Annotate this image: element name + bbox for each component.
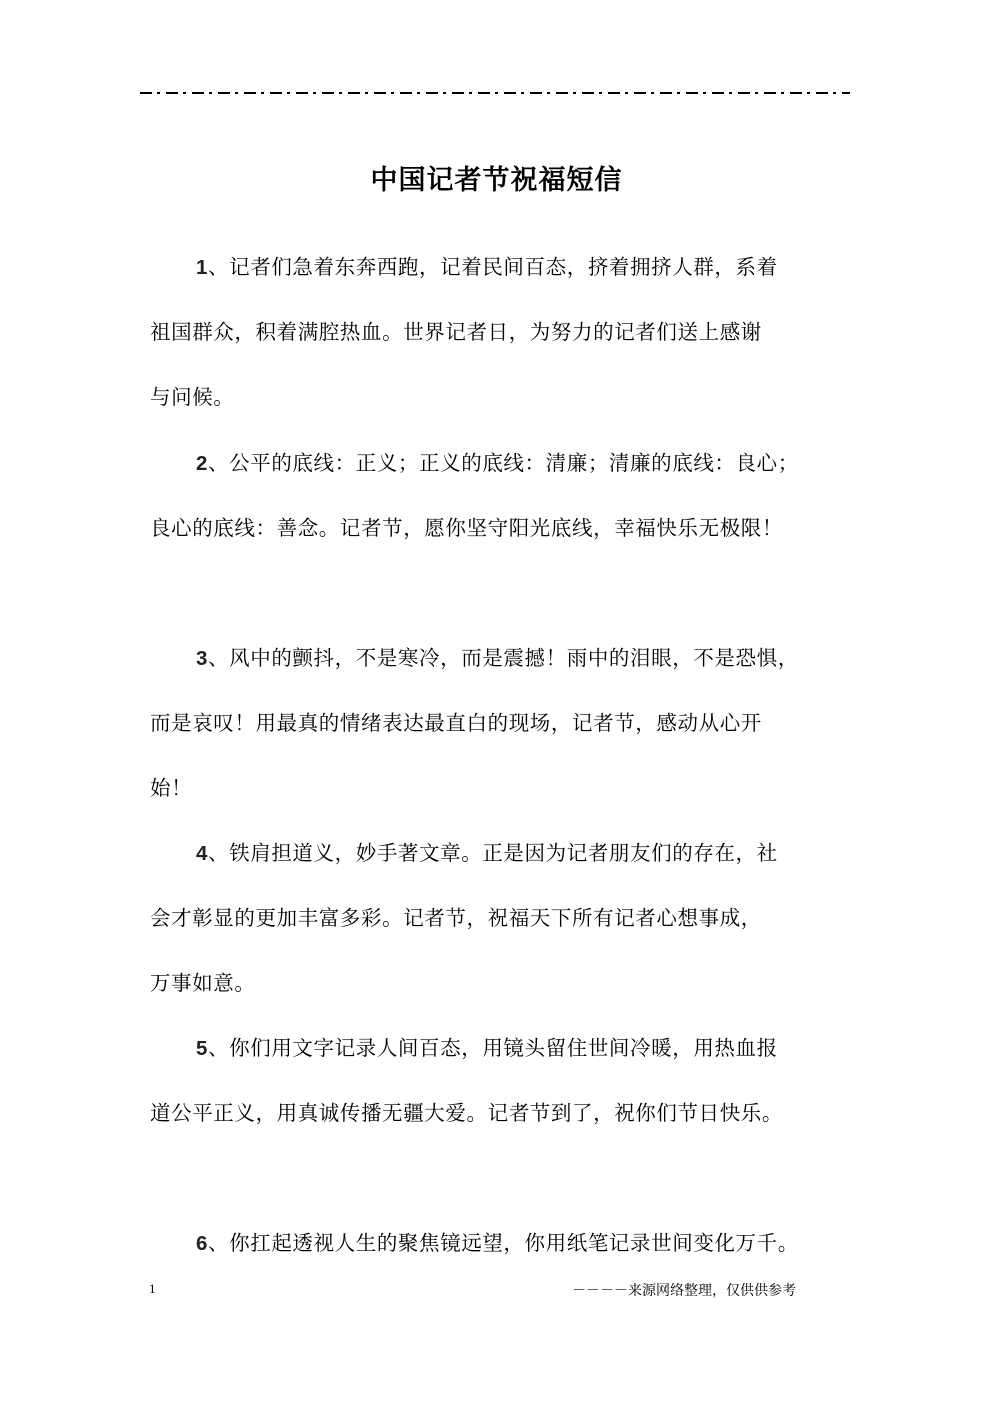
paragraph-3-line-2: 而是哀叹！用最真的情绪表达最直白的现场，记者节，感动从心开 — [150, 711, 762, 735]
paragraph-number: 1 — [196, 256, 209, 279]
paragraph-5-line-2: 道公平正义，用真诚传播无疆大爱。记者节到了，祝你们节日快乐。 — [150, 1101, 783, 1125]
paragraph-1-line-2: 祖国群众，积着满腔热血。世界记者日，为努力的记者们送上感谢 — [150, 320, 762, 344]
page-number: 1 — [149, 1281, 156, 1296]
paragraph-number: 3 — [196, 647, 209, 670]
paragraph-1-line-3: 与问候。 — [150, 385, 235, 409]
paragraph-4-line-3: 万事如意。 — [150, 971, 256, 995]
paragraph-4-line-2: 会才彰显的更加丰富多彩。记者节，祝福天下所有记者心想事成， — [150, 906, 762, 930]
paragraph-5-line-1: 5、你们用文字记录人间百态，用镜头留住世间冷暖，用热血报 — [196, 1036, 778, 1060]
paragraph-4-line-1: 4、铁肩担道义，妙手著文章。正是因为记者朋友们的存在，社 — [196, 841, 778, 865]
paragraph-number: 4 — [196, 842, 209, 865]
paragraph-number: 5 — [196, 1037, 209, 1060]
paragraph-number: 2 — [196, 452, 209, 475]
header-dash-rule — [140, 92, 850, 94]
paragraph-3-line-1: 3、风中的颤抖，不是寒冷，而是震撼！雨中的泪眼，不是恐惧， — [196, 646, 799, 670]
paragraph-2-line-2: 良心的底线：善念。记者节，愿你坚守阳光底线，幸福快乐无极限！ — [150, 516, 783, 540]
document-title: 中国记者节祝福短信 — [370, 165, 623, 196]
paragraph-3-line-3: 始！ — [150, 776, 193, 800]
paragraph-1-line-1: 1、记者们急着东奔西跑，记着民间百态，挤着拥挤人群，系着 — [196, 255, 778, 279]
source-note: －－－－来源网络整理，仅供供参考 — [572, 1283, 796, 1299]
paragraph-number: 6 — [196, 1232, 209, 1255]
paragraph-2-line-1: 2、公平的底线：正义；正义的底线：清廉；清廉的底线：良心； — [196, 451, 799, 475]
paragraph-6-line-1: 6、你扛起透视人生的聚焦镜远望，你用纸笔记录世间变化万千。 — [196, 1231, 799, 1255]
